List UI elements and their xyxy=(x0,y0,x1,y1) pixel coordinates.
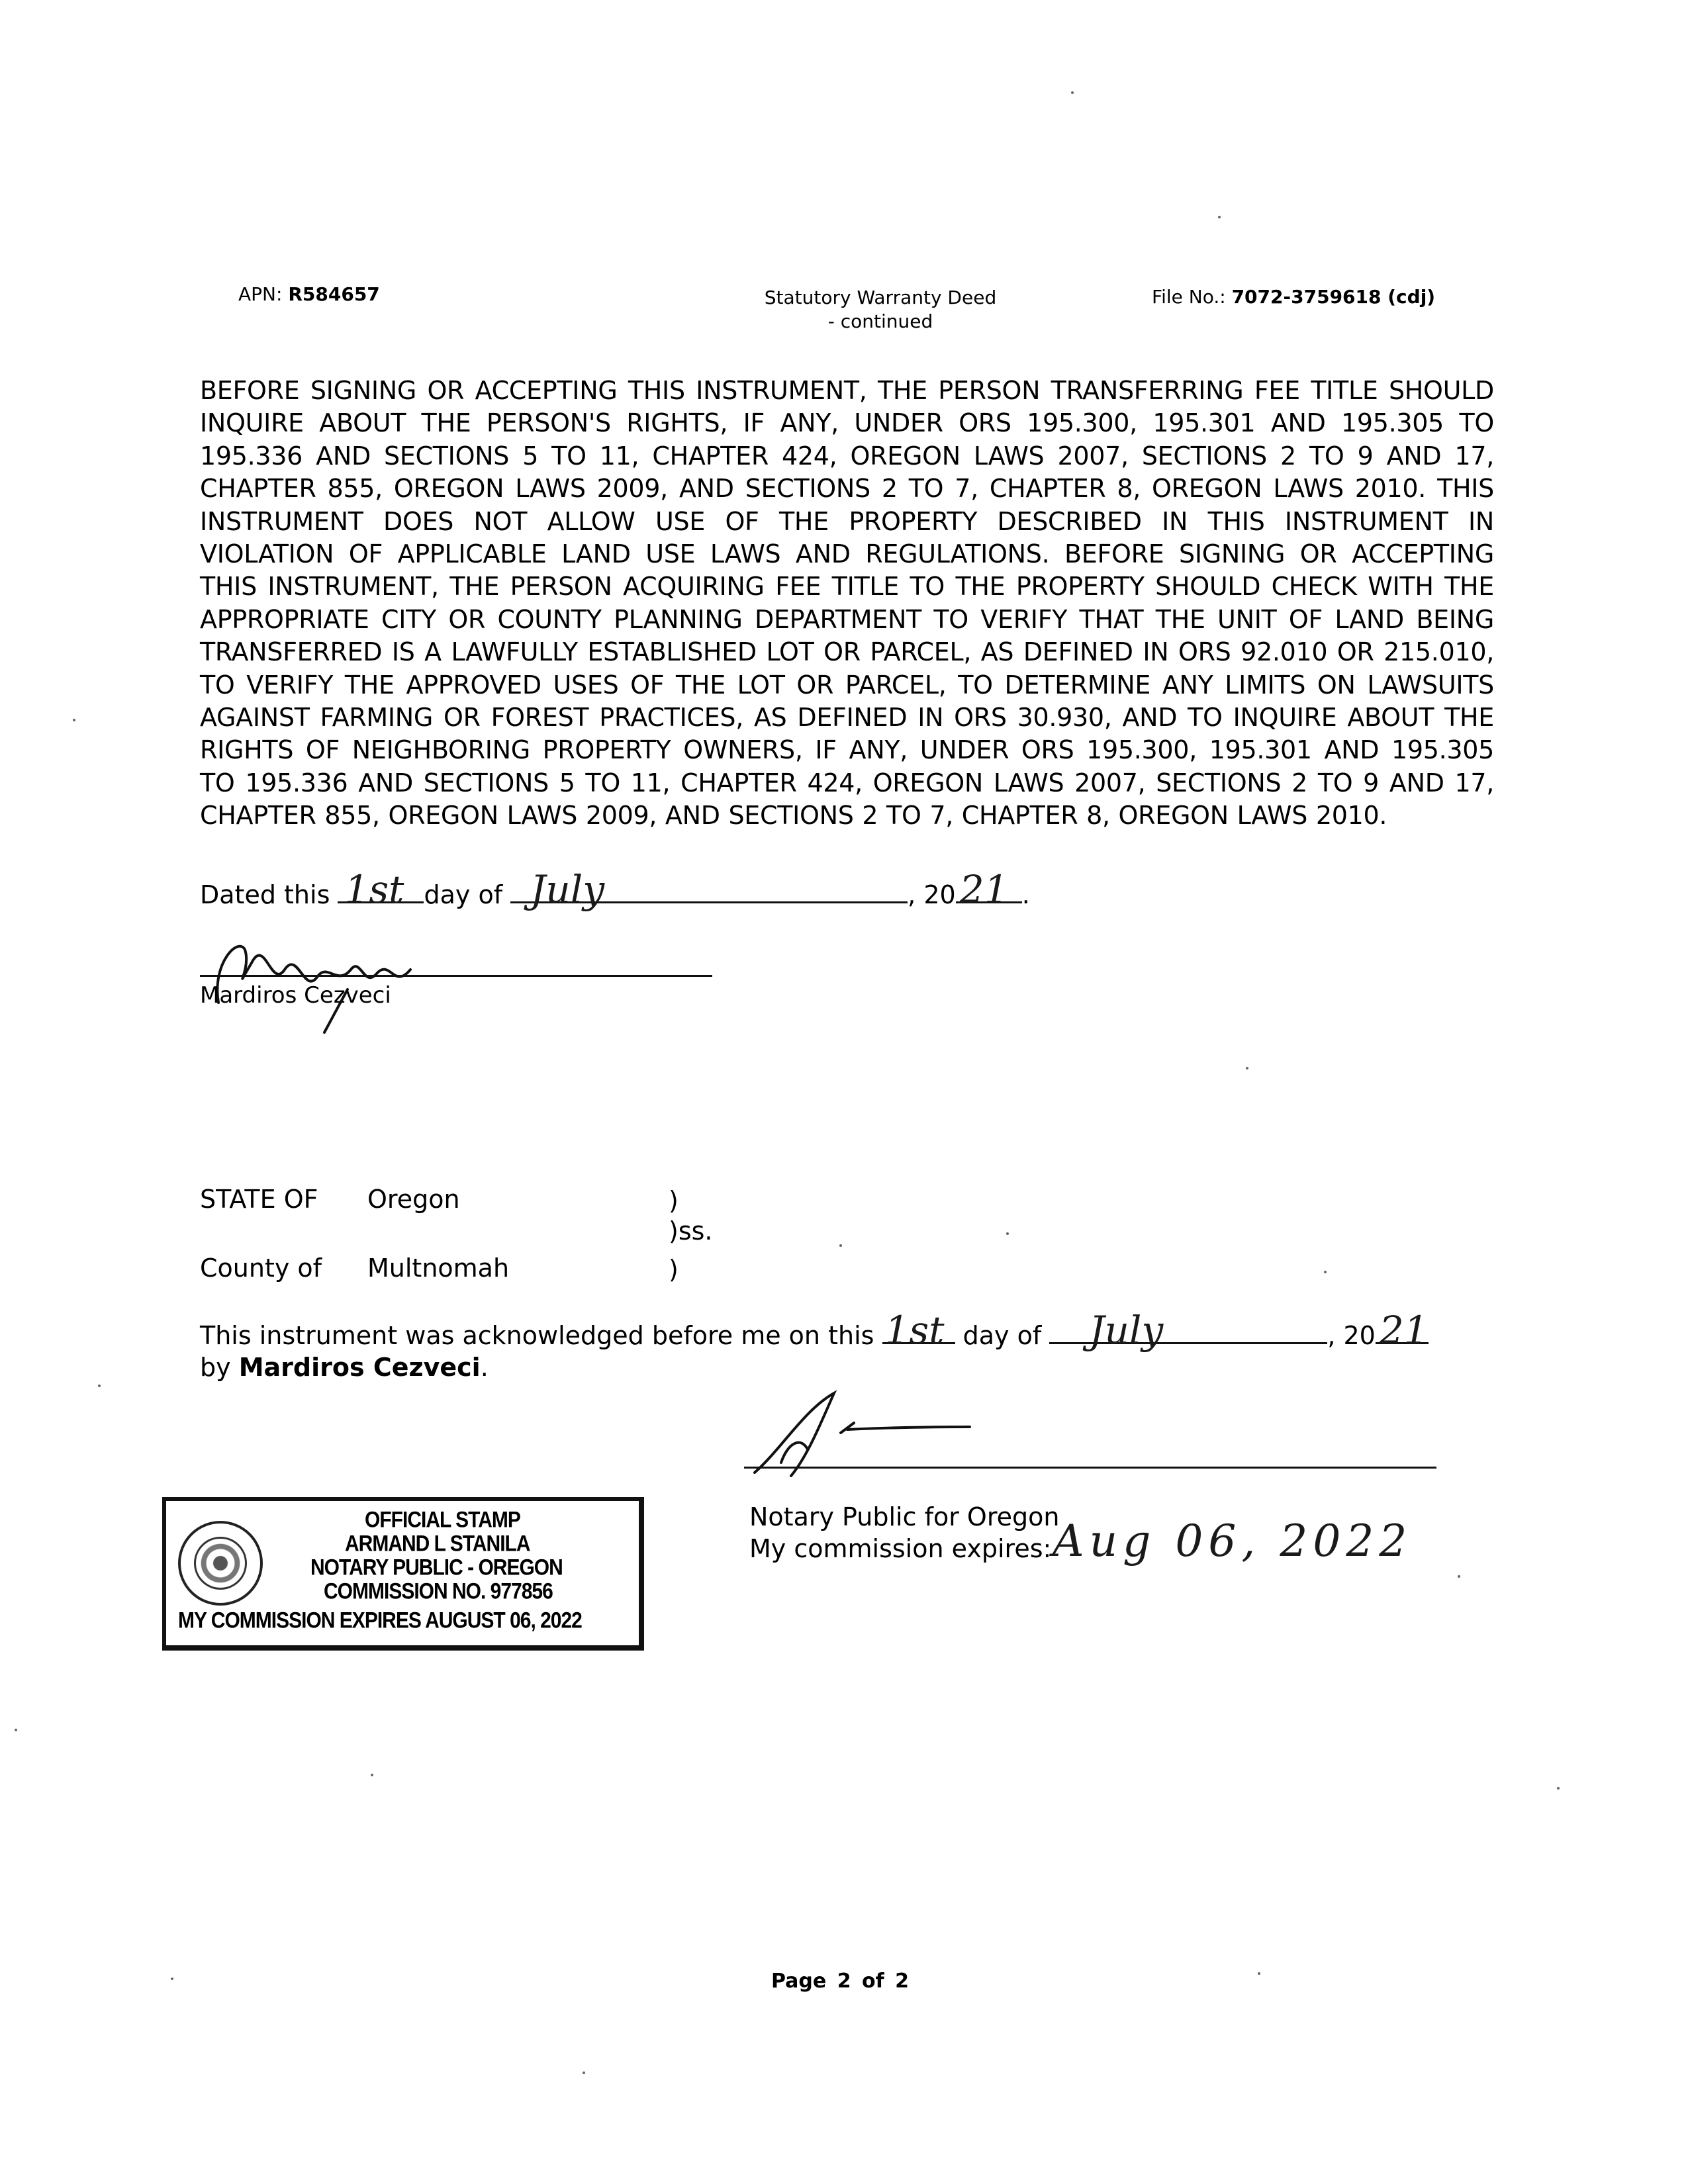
dated-month-handwritten: July xyxy=(530,867,605,912)
notice-line: 195.336 AND SECTIONS 5 TO 11, CHAPTER 424, OREGON LAWS 2007, SECTIONS 2 TO 9 AND 17, xyxy=(200,441,1494,471)
document-title: Statutory Warranty Deed xyxy=(764,287,997,308)
notary-signature-line xyxy=(744,1467,1436,1469)
dated-day-blank xyxy=(338,867,424,912)
notice-line: RIGHTS OF NEIGHBORING PROPERTY OWNERS, IF ANY, UNDER ORS 195.300, 195.301 AND 195.305 xyxy=(200,735,1494,765)
county-value: Multnomah xyxy=(367,1253,510,1283)
grantor-signature-line xyxy=(200,975,712,977)
ack-by-suffix: . xyxy=(480,1353,489,1382)
notice-line: TO VERIFY THE APPROVED USES OF THE LOT OR PARCEL, TO DETERMINE ANY LIMITS ON LAWSUITS xyxy=(200,670,1494,700)
dated-year-prefix: , 20 xyxy=(908,880,956,909)
notice-line: CHAPTER 855, OREGON LAWS 2009, AND SECTIONS 2 TO 7, CHAPTER 8, OREGON LAWS 2010. THIS xyxy=(200,474,1494,504)
venue-ss: )ss. xyxy=(669,1216,713,1246)
notary-title: Notary Public for Oregon xyxy=(749,1502,1060,1531)
state-seal-icon xyxy=(178,1521,263,1606)
ack-prefix: This instrument was acknowledged before me on this xyxy=(200,1321,874,1350)
dated-prefix: Dated this xyxy=(200,880,330,909)
stamp-line-5: MY COMMISSION EXPIRES AUGUST 06, 2022 xyxy=(178,1608,582,1633)
acknowledged-by xyxy=(200,1351,489,1383)
dated-year-handwritten: 21 xyxy=(959,867,1009,912)
document-subtitle: - continued xyxy=(827,310,933,332)
notice-paragraph xyxy=(200,375,1494,833)
notice-line: APPROPRIATE CITY OR COUNTY PLANNING DEPARTMENT TO VERIFY THAT THE UNIT OF LAND BEING xyxy=(200,604,1494,634)
venue-paren-bottom: ) xyxy=(669,1255,679,1284)
notice-line: INSTRUMENT DOES NOT ALLOW USE OF THE PROPERTY DESCRIBED IN THIS INSTRUMENT IN xyxy=(200,506,1494,536)
ack-day-blank xyxy=(882,1308,955,1353)
dated-month-blank xyxy=(510,867,908,912)
notice-line: AGAINST FARMING OR FOREST PRACTICES, AS DEFINED IN ORS 30.930, AND TO INQUIRE ABOUT THE xyxy=(200,703,1494,733)
commission-expires xyxy=(749,1533,1051,1565)
county-label: County of xyxy=(200,1253,322,1283)
dated-line xyxy=(200,867,1030,912)
apn xyxy=(238,283,380,305)
ack-year-handwritten: 21 xyxy=(1379,1308,1429,1353)
venue-paren-top: ) xyxy=(669,1186,679,1215)
apn-label: APN: xyxy=(238,283,283,305)
stamp-line-2: ARMAND L STANILA xyxy=(345,1531,530,1557)
file-number xyxy=(1152,286,1435,308)
ack-day-handwritten: 1st xyxy=(884,1308,945,1353)
ack-by-label: by xyxy=(200,1353,231,1382)
apn-value: R584657 xyxy=(288,283,380,305)
notice-line: INQUIRE ABOUT THE PERSON'S RIGHTS, IF ANY, UNDER ORS 195.300, 195.301 AND 195.305 TO xyxy=(200,408,1494,438)
commission-expires-handwritten: Aug 06, 2022 xyxy=(1053,1516,1413,1567)
ack-by-name: Mardiros Cezveci xyxy=(238,1353,481,1382)
notice-line: CHAPTER 855, OREGON LAWS 2009, AND SECTIONS 2 TO 7, CHAPTER 8, OREGON LAWS 2010. xyxy=(200,801,1387,831)
stamp-line-3: NOTARY PUBLIC - OREGON xyxy=(310,1555,563,1580)
stamp-line-4: COMMISSION NO. 977856 xyxy=(324,1578,553,1604)
notary-stamp xyxy=(162,1497,644,1651)
notice-line: VIOLATION OF APPLICABLE LAND USE LAWS AND REGULATIONS. BEFORE SIGNING OR ACCEPTING xyxy=(200,539,1494,569)
notice-line: BEFORE SIGNING OR ACCEPTING THIS INSTRUMENT, THE PERSON TRANSFERRING FEE TITLE SHOULD xyxy=(200,376,1494,405)
stamp-line-1: OFFICIAL STAMP xyxy=(365,1507,520,1533)
commission-expires-label: My commission expires: xyxy=(749,1534,1052,1563)
dated-year-blank xyxy=(956,867,1022,912)
dated-suffix: . xyxy=(1021,880,1030,909)
acknowledgment-line xyxy=(200,1308,1429,1353)
notice-line: TO 195.336 AND SECTIONS 5 TO 11, CHAPTER 424, OREGON LAWS 2007, SECTIONS 2 TO 9 AND 17, xyxy=(200,768,1494,797)
ack-month-handwritten: July xyxy=(1089,1308,1164,1353)
file-value: 7072-3759618 (cdj) xyxy=(1231,286,1436,308)
ack-month-blank xyxy=(1049,1308,1327,1353)
grantor-name: Mardiros Cezveci xyxy=(200,982,391,1009)
state-value: Oregon xyxy=(367,1185,460,1214)
notice-line: TRANSFERRED IS A LAWFULLY ESTABLISHED LOT OR PARCEL, AS DEFINED IN ORS 92.010 OR 215.010, xyxy=(200,637,1494,667)
notice-line: THIS INSTRUMENT, THE PERSON ACQUIRING FEE TITLE TO THE PROPERTY SHOULD CHECK WITH THE xyxy=(200,572,1494,602)
dated-day-of: day of xyxy=(424,880,503,909)
page-number: Page 2 of 2 xyxy=(771,1970,909,1993)
document-title-block xyxy=(682,286,1079,334)
ack-year-blank xyxy=(1376,1308,1429,1353)
ack-day-of: day of xyxy=(962,1321,1042,1350)
dated-day-handwritten: 1st xyxy=(344,867,404,912)
file-label: File No.: xyxy=(1152,286,1226,308)
ack-year-prefix: , 20 xyxy=(1327,1321,1376,1350)
state-label: STATE OF xyxy=(200,1185,318,1214)
